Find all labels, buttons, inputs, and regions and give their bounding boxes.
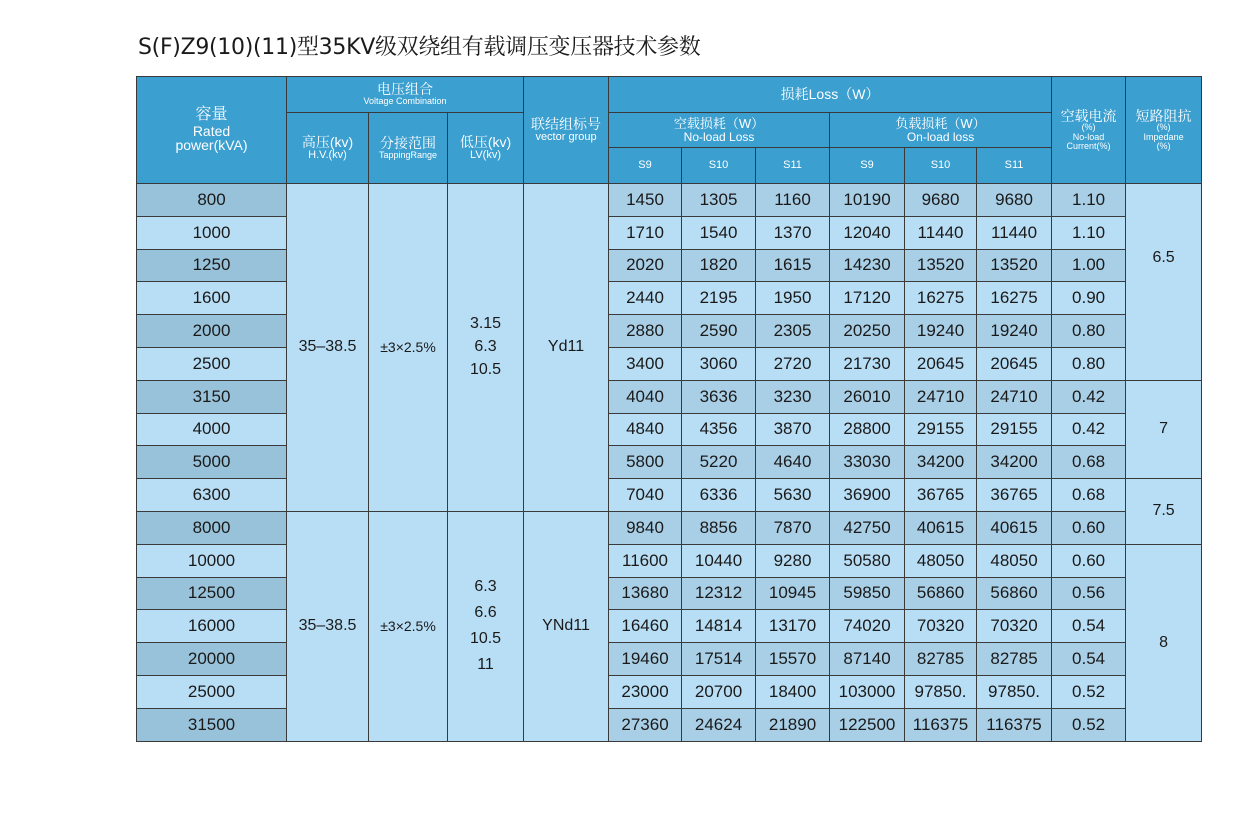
onload-s10-cell: 82785 [905, 643, 977, 676]
onload-s11-cell: 11440 [977, 216, 1052, 249]
header-voltage-en: Voltage Combination [363, 96, 447, 107]
onload-s10-cell: 24710 [905, 380, 977, 413]
noload-s9-cell: 2440 [609, 282, 682, 315]
onload-s9-cell: 14230 [830, 249, 905, 282]
header-capacity-en1: Rated [192, 122, 231, 139]
onload-s10-cell: 19240 [905, 315, 977, 348]
header-impedance-zh: 短路阻抗 [1135, 107, 1192, 124]
capacity-cell: 800 [137, 184, 287, 217]
noload-s10-cell: 2195 [682, 282, 756, 315]
current-cell: 0.54 [1052, 643, 1126, 676]
header-noload-zh: 空载损耗（W） [673, 115, 765, 131]
noload-s10-cell: 4356 [682, 413, 756, 446]
current-cell: 0.80 [1052, 347, 1126, 380]
table-row [137, 511, 1202, 544]
noload-s10-cell: 8856 [682, 511, 756, 544]
onload-s11-cell: 29155 [977, 413, 1052, 446]
onload-s9-cell: 28800 [830, 413, 905, 446]
noload-s9-cell: 4840 [609, 413, 682, 446]
noload-s9-cell: 5800 [609, 446, 682, 479]
noload-s11-cell: 13170 [756, 610, 830, 643]
onload-s11-cell: 40615 [977, 511, 1052, 544]
noload-s11-cell: 9280 [756, 544, 830, 577]
onload-s11-cell: 48050 [977, 544, 1052, 577]
lv-value: 11 [477, 656, 494, 674]
lv-value: 6.6 [474, 604, 497, 622]
header-lv-en: LV(kv) [470, 148, 501, 161]
impedance-cell: 8 [1126, 544, 1202, 741]
noload-s9-cell: 1450 [609, 184, 682, 217]
header-capacity-zh: 容量 [195, 105, 228, 123]
capacity-cell: 25000 [137, 675, 287, 708]
onload-s9-cell: 103000 [830, 675, 905, 708]
onload-s11-cell: 116375 [977, 708, 1052, 741]
capacity-cell: 1600 [137, 282, 287, 315]
current-cell: 0.68 [1052, 446, 1126, 479]
noload-s10-cell: 1820 [682, 249, 756, 282]
current-cell: 0.60 [1052, 511, 1126, 544]
capacity-cell: 20000 [137, 643, 287, 676]
impedance-cell: 7.5 [1126, 479, 1202, 545]
capacity-cell: 12500 [137, 577, 287, 610]
onload-s10-cell: 11440 [905, 216, 977, 249]
noload-s9-cell: 2020 [609, 249, 682, 282]
noload-s9-cell: 11600 [609, 544, 682, 577]
capacity-cell: 10000 [137, 544, 287, 577]
onload-s11-cell: 20645 [977, 347, 1052, 380]
noload-s9-cell: 1710 [609, 216, 682, 249]
current-cell: 0.60 [1052, 544, 1126, 577]
onload-s10-cell: 97850. [905, 675, 977, 708]
noload-s9-cell: 7040 [609, 479, 682, 512]
noload-s11-cell: 1950 [756, 282, 830, 315]
onload-s9-cell: 122500 [830, 708, 905, 741]
onload-s10-cell: 9680 [905, 184, 977, 217]
table-body [137, 184, 1202, 742]
spec-table [136, 76, 1202, 742]
current-cell: 0.80 [1052, 315, 1126, 348]
noload-s11-cell: 4640 [756, 446, 830, 479]
tap-cell: ±3×2.5% [369, 184, 448, 512]
header-tap-zh: 分接范围 [380, 134, 436, 151]
capacity-cell: 2500 [137, 347, 287, 380]
noload-s10-cell: 10440 [682, 544, 756, 577]
current-cell: 1.00 [1052, 249, 1126, 282]
capacity-cell: 6300 [137, 479, 287, 512]
onload-s11-cell: 16275 [977, 282, 1052, 315]
onload-s9-cell: 59850 [830, 577, 905, 610]
noload-s11-cell: 3230 [756, 380, 830, 413]
header-capacity [137, 77, 287, 184]
capacity-cell: 4000 [137, 413, 287, 446]
onload-s10-cell: 34200 [905, 446, 977, 479]
noload-s10-cell: 6336 [682, 479, 756, 512]
onload-s10-cell: 56860 [905, 577, 977, 610]
noload-s11-cell: 1615 [756, 249, 830, 282]
header-onload-s10: S10 [905, 148, 977, 184]
header-impedance [1126, 77, 1202, 184]
header-hv-en: H.V.(kv) [308, 148, 347, 161]
lv-value: 6.3 [474, 578, 497, 596]
header-current-en2: Current(%) [1066, 141, 1111, 152]
noload-s11-cell: 1370 [756, 216, 830, 249]
header-onload-en: On-load loss [906, 129, 975, 144]
onload-s10-cell: 40615 [905, 511, 977, 544]
onload-s11-cell: 36765 [977, 479, 1052, 512]
header-loss-label: 损耗Loss（W） [780, 86, 880, 103]
current-cell: 0.52 [1052, 708, 1126, 741]
header-current-zh: 空载电流 [1060, 107, 1117, 124]
noload-s11-cell: 10945 [756, 577, 830, 610]
noload-s9-cell: 19460 [609, 643, 682, 676]
header-capacity-en2: power(kVA) [175, 137, 248, 154]
lv-cell [448, 184, 524, 512]
header-lv-zh: 低压(kv) [459, 133, 512, 150]
impedance-cell: 6.5 [1126, 184, 1202, 381]
noload-s9-cell: 13680 [609, 577, 682, 610]
onload-s9-cell: 74020 [830, 610, 905, 643]
onload-s9-cell: 87140 [830, 643, 905, 676]
current-cell: 0.52 [1052, 675, 1126, 708]
hv-cell: 35–38.5 [287, 511, 369, 741]
noload-s9-cell: 2880 [609, 315, 682, 348]
noload-s10-cell: 1305 [682, 184, 756, 217]
header-current-en1: No-load [1072, 131, 1105, 142]
header-noload [609, 113, 830, 148]
noload-s9-cell: 23000 [609, 675, 682, 708]
noload-s10-cell: 3060 [682, 347, 756, 380]
header-hv-zh: 高压(kv) [301, 133, 354, 150]
onload-s11-cell: 19240 [977, 315, 1052, 348]
header-onload [830, 113, 1052, 148]
impedance-cell: 7 [1126, 380, 1202, 478]
onload-s10-cell: 20645 [905, 347, 977, 380]
current-cell: 1.10 [1052, 184, 1126, 217]
onload-s11-cell: 82785 [977, 643, 1052, 676]
onload-s9-cell: 17120 [830, 282, 905, 315]
onload-s10-cell: 29155 [905, 413, 977, 446]
header-onload-zh: 负载损耗（W） [895, 115, 986, 131]
onload-s10-cell: 48050 [905, 544, 977, 577]
vector-cell: Yd11 [524, 184, 609, 512]
current-cell: 0.42 [1052, 413, 1126, 446]
onload-s9-cell: 33030 [830, 446, 905, 479]
noload-s10-cell: 3636 [682, 380, 756, 413]
header-noload-s10: S10 [682, 148, 756, 184]
header-lv [448, 113, 524, 184]
onload-s11-cell: 97850. [977, 675, 1052, 708]
noload-s11-cell: 21890 [756, 708, 830, 741]
current-cell: 0.56 [1052, 577, 1126, 610]
lv-cell [448, 511, 524, 741]
onload-s9-cell: 26010 [830, 380, 905, 413]
onload-s10-cell: 116375 [905, 708, 977, 741]
onload-s11-cell: 24710 [977, 380, 1052, 413]
noload-s9-cell: 3400 [609, 347, 682, 380]
noload-s11-cell: 3870 [756, 413, 830, 446]
header-loss [609, 77, 1052, 113]
header-voltage-zh: 电压组合 [377, 81, 433, 98]
onload-s10-cell: 16275 [905, 282, 977, 315]
table-row [137, 184, 1202, 217]
header-noload-s9: S9 [609, 148, 682, 184]
header-hv [287, 113, 369, 184]
onload-s9-cell: 20250 [830, 315, 905, 348]
header-impedance-pct2: (%) [1156, 141, 1171, 152]
lv-value: 6.3 [474, 338, 497, 356]
header-impedance-en: Impedane [1143, 131, 1184, 142]
noload-s9-cell: 9840 [609, 511, 682, 544]
onload-s11-cell: 9680 [977, 184, 1052, 217]
onload-s11-cell: 70320 [977, 610, 1052, 643]
header-noload-s11: S11 [756, 148, 830, 184]
capacity-cell: 16000 [137, 610, 287, 643]
capacity-cell: 5000 [137, 446, 287, 479]
noload-s10-cell: 20700 [682, 675, 756, 708]
capacity-cell: 3150 [137, 380, 287, 413]
noload-s11-cell: 1160 [756, 184, 830, 217]
onload-s9-cell: 50580 [830, 544, 905, 577]
header-vector [524, 77, 609, 184]
onload-s11-cell: 56860 [977, 577, 1052, 610]
vector-cell: YNd11 [524, 511, 609, 741]
noload-s9-cell: 27360 [609, 708, 682, 741]
noload-s11-cell: 15570 [756, 643, 830, 676]
hv-cell: 35–38.5 [287, 184, 369, 512]
onload-s11-cell: 34200 [977, 446, 1052, 479]
noload-s10-cell: 14814 [682, 610, 756, 643]
onload-s10-cell: 13520 [905, 249, 977, 282]
noload-s10-cell: 24624 [682, 708, 756, 741]
onload-s9-cell: 12040 [830, 216, 905, 249]
header-current [1052, 77, 1126, 184]
onload-s9-cell: 36900 [830, 479, 905, 512]
header-noload-en: No-load Loss [683, 129, 755, 144]
noload-s9-cell: 16460 [609, 610, 682, 643]
noload-s9-cell: 4040 [609, 380, 682, 413]
onload-s9-cell: 21730 [830, 347, 905, 380]
header-onload-s11: S11 [977, 148, 1052, 184]
capacity-cell: 31500 [137, 708, 287, 741]
capacity-cell: 8000 [137, 511, 287, 544]
header-current-pct: (%) [1081, 122, 1096, 133]
noload-s10-cell: 2590 [682, 315, 756, 348]
current-cell: 0.54 [1052, 610, 1126, 643]
header-impedance-pct: (%) [1156, 122, 1171, 133]
current-cell: 0.42 [1052, 380, 1126, 413]
capacity-cell: 1250 [137, 249, 287, 282]
noload-s11-cell: 18400 [756, 675, 830, 708]
capacity-cell: 2000 [137, 315, 287, 348]
onload-s11-cell: 13520 [977, 249, 1052, 282]
capacity-cell: 1000 [137, 216, 287, 249]
noload-s10-cell: 12312 [682, 577, 756, 610]
lv-value: 10.5 [469, 630, 502, 648]
noload-s11-cell: 2720 [756, 347, 830, 380]
page-title: S(F)Z9(10)(11)型35KV级双绕组有载调压变压器技术参数 [138, 35, 701, 60]
noload-s11-cell: 2305 [756, 315, 830, 348]
header-vector-en: vector group [535, 130, 597, 143]
current-cell: 0.68 [1052, 479, 1126, 512]
lv-value: 3.15 [469, 315, 502, 333]
onload-s9-cell: 42750 [830, 511, 905, 544]
lv-value: 10.5 [469, 361, 502, 379]
noload-s10-cell: 5220 [682, 446, 756, 479]
header-vector-zh: 联结组标号 [531, 115, 602, 132]
header-tap-en: TappingRange [378, 149, 438, 160]
onload-s10-cell: 70320 [905, 610, 977, 643]
current-cell: 1.10 [1052, 216, 1126, 249]
onload-s9-cell: 10190 [830, 184, 905, 217]
tap-cell: ±3×2.5% [369, 511, 448, 741]
noload-s11-cell: 7870 [756, 511, 830, 544]
current-cell: 0.90 [1052, 282, 1126, 315]
header-onload-s9: S9 [830, 148, 905, 184]
noload-s10-cell: 1540 [682, 216, 756, 249]
noload-s10-cell: 17514 [682, 643, 756, 676]
header-voltage [287, 77, 524, 113]
header-tap [369, 113, 448, 184]
noload-s11-cell: 5630 [756, 479, 830, 512]
onload-s10-cell: 36765 [905, 479, 977, 512]
